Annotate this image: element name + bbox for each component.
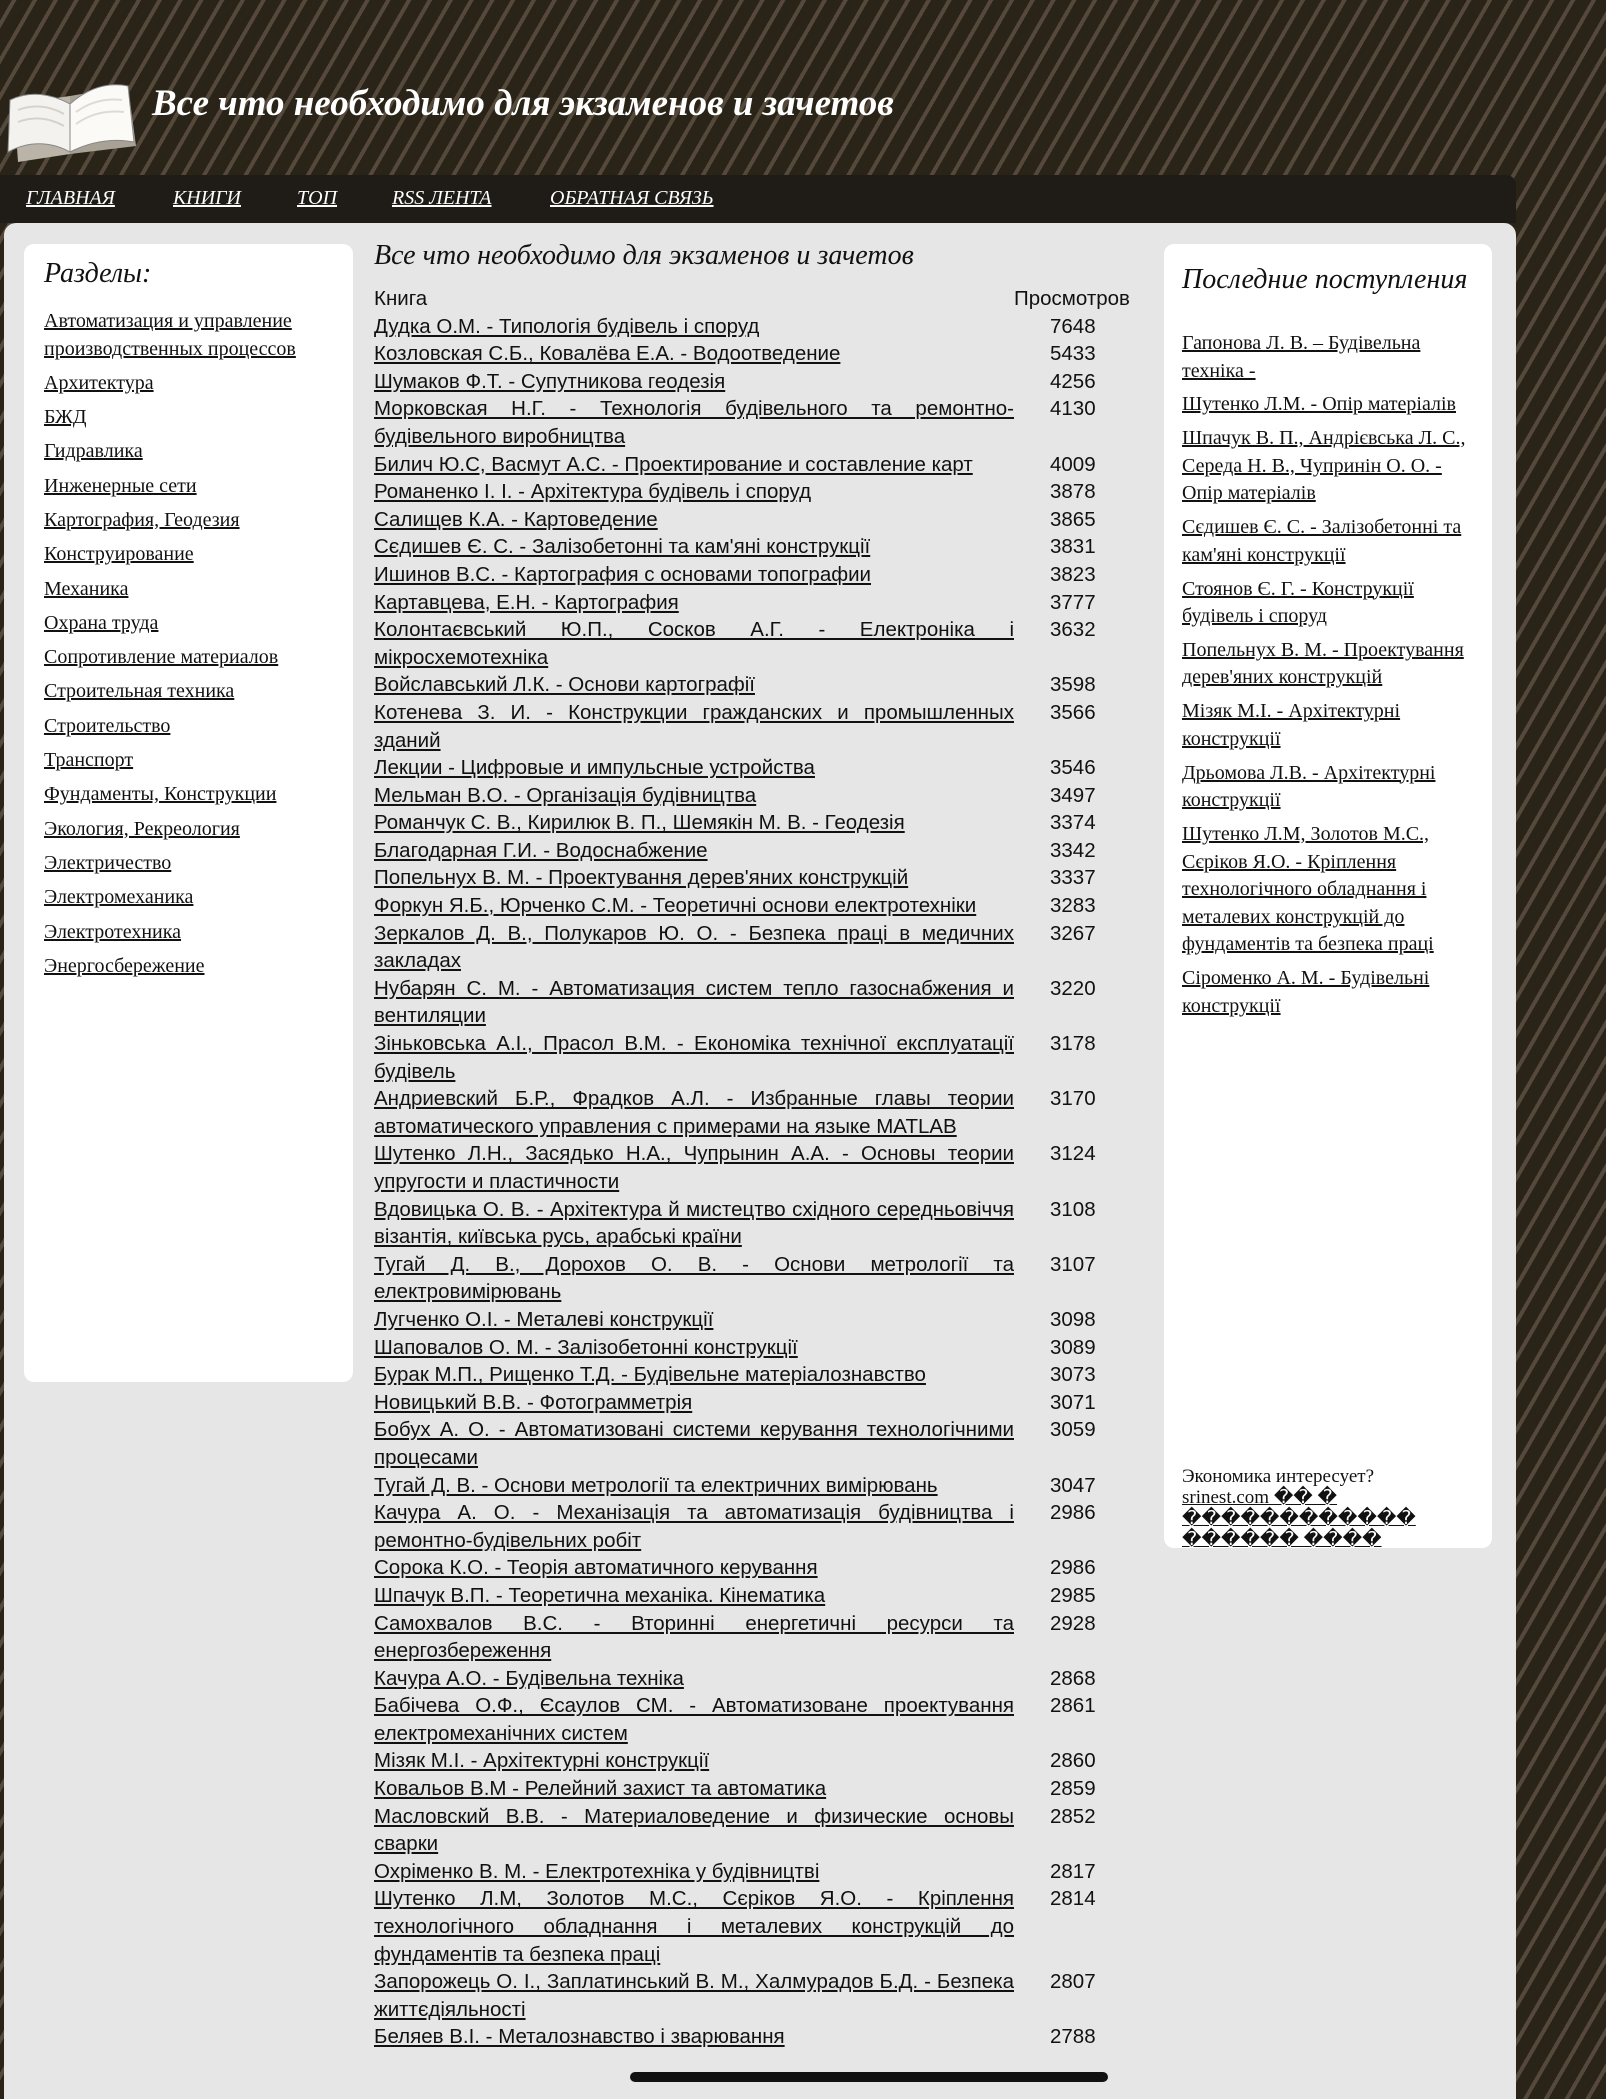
views-count: 3089 <box>1050 1335 1096 1359</box>
book-link[interactable]: Тугай Д. В., Дорохов О. В. - Основи метрології та електровимірювань <box>374 1252 1014 1304</box>
section-link[interactable]: Картография, Геодезия <box>44 508 240 531</box>
latest-book-link[interactable]: Попельнух В. М. - Проектування дерев'яних конструкцій <box>1182 638 1464 689</box>
book-cell <box>374 1610 1014 1665</box>
book-cell <box>374 975 1014 1030</box>
nav-top[interactable]: ТОП <box>297 187 338 209</box>
latest-sidebar <box>1164 244 1492 1548</box>
table-row <box>374 1196 1138 1251</box>
list-item <box>44 541 344 569</box>
table-row <box>374 395 1138 450</box>
book-link[interactable]: Попельнух В. М. - Проектування дерев'яних конструкцій <box>374 866 909 890</box>
book-cell <box>374 782 1014 810</box>
book-link[interactable]: Лекции - Цифровые и импульсные устройства <box>374 756 815 780</box>
column-header-views: Просмотров <box>1014 287 1130 310</box>
latest-book-link[interactable]: Шпачук В. П., Андрієвська Л. С., Середа Н. В., Чупринін О. О. - Опір матеріалів <box>1182 427 1466 505</box>
section-link[interactable]: Конструирование <box>44 543 194 566</box>
list-item <box>1182 821 1482 959</box>
list-item <box>44 919 344 947</box>
section-link[interactable]: Строительство <box>44 714 171 737</box>
list-item <box>1182 391 1482 419</box>
book-cell <box>374 1692 1014 1747</box>
book-link[interactable]: Мельман В.О. - Організація будівництва <box>374 783 757 807</box>
column-header-book: Книга <box>374 287 428 310</box>
book-link[interactable]: Бобух А. О. - Автоматизовані системи керування технологічними процесами <box>374 1418 1014 1469</box>
book-cell <box>374 892 1014 920</box>
book-cell <box>374 451 1014 479</box>
book-link[interactable]: Качура А. О. - Механізація та автоматизація будівництва і ремонтно-будівельних робіт <box>374 1501 1014 1552</box>
book-cell <box>374 864 1014 892</box>
book-cell <box>374 1554 1014 1582</box>
list-item <box>44 308 344 363</box>
book-link[interactable]: Масловский В.В. - Материаловедение и физические основы сварки <box>374 1804 1014 1856</box>
section-link[interactable]: Гидравлика <box>44 440 143 463</box>
book-link[interactable]: Шутенко Л.Н., Засядько Н.А., Чупрынин А.А. - Основы теории упругости и пластичности <box>374 1142 1014 1193</box>
book-cell <box>374 368 1014 396</box>
views-count: 3497 <box>1050 783 1096 807</box>
table-row <box>374 561 1138 589</box>
sections-list <box>44 308 344 987</box>
list-item <box>1182 425 1482 508</box>
table-row <box>374 1334 1138 1362</box>
book-cell <box>374 1665 1014 1693</box>
book-cell <box>374 1416 1014 1471</box>
book-cell <box>374 1361 1014 1389</box>
table-row <box>374 699 1138 754</box>
section-link[interactable]: БЖД <box>44 406 87 429</box>
views-count: 3878 <box>1050 480 1096 504</box>
book-cell <box>374 1196 1014 1251</box>
table-row <box>374 1665 1138 1693</box>
views-count: 2807 <box>1050 1970 1096 1994</box>
section-link[interactable]: Автоматизация и управление производственных процессов <box>44 310 296 360</box>
list-item <box>44 576 344 604</box>
table-row <box>374 1306 1138 1334</box>
site-header <box>0 0 1606 175</box>
book-link[interactable]: Шпачук В.П. - Теоретична механіка. Кінематика <box>374 1583 826 1607</box>
table-row <box>374 1472 1138 1500</box>
book-link[interactable]: Новицький В.В. - Фотограмметрія <box>374 1390 693 1414</box>
book-cell <box>374 561 1014 589</box>
latest-book-link[interactable]: Сєдишев Є. С. - Залізобетонні та кам'яні конструкції <box>1182 516 1462 566</box>
book-cell <box>374 589 1014 617</box>
book-link[interactable]: Билич Ю.С, Васмут А.С. - Проектирование и составление карт <box>374 452 973 476</box>
ad-block <box>1182 1466 1482 1550</box>
book-link[interactable]: Сорока К.О. - Теорія автоматичного керування <box>374 1556 818 1580</box>
list-item <box>1182 514 1482 569</box>
book-cell <box>374 1334 1014 1362</box>
views-count: 3267 <box>1050 921 1096 945</box>
views-count: 4009 <box>1050 452 1096 476</box>
book-cell <box>374 478 1014 506</box>
table-row <box>374 533 1138 561</box>
views-count: 3566 <box>1050 700 1096 724</box>
table-row <box>374 671 1138 699</box>
ad-text: Экономика интересует? <box>1182 1466 1375 1487</box>
book-link[interactable]: Андриевский Б.Р., Фрадков А.Л. - Избранные главы теории автоматического управления с примерами на языке MATLAB <box>374 1087 1014 1138</box>
book-cell <box>374 1472 1014 1500</box>
book-link[interactable]: Романенко І. І. - Архітектура будівель і споруд <box>374 480 812 504</box>
views-count: 5433 <box>1050 342 1096 366</box>
book-link[interactable]: Войславський Л.К. - Основи картографії <box>374 673 755 697</box>
book-link[interactable]: Бабічева О.Ф., Єсаулов СМ. - Автоматизоване проектування електромеханічних систем <box>374 1694 1014 1745</box>
book-cell <box>374 1306 1014 1334</box>
table-row <box>374 368 1138 396</box>
list-item <box>44 850 344 878</box>
table-row <box>374 1251 1138 1306</box>
table-row <box>374 1389 1138 1417</box>
book-cell <box>374 671 1014 699</box>
book-cell <box>374 1968 1014 2023</box>
table-row <box>374 892 1138 920</box>
list-item <box>44 747 344 775</box>
book-cell <box>374 1140 1014 1195</box>
book-link[interactable]: Лугченко О.І. - Металеві конструкції <box>374 1307 714 1331</box>
list-item <box>44 816 344 844</box>
book-link[interactable]: Козловская С.Б., Ковалёва Е.А. - Водоотведение <box>374 342 841 366</box>
views-count: 3073 <box>1050 1363 1096 1387</box>
views-count: 3632 <box>1050 618 1096 642</box>
list-item <box>44 644 344 672</box>
latest-book-link[interactable]: Сіроменко А. М. - Будівельні конструкції <box>1182 967 1430 1017</box>
site-title: Все что необходимо для экзаменов и зачетов <box>152 83 894 124</box>
views-count: 3170 <box>1050 1087 1096 1111</box>
nav-rss-feed[interactable]: RSS ЛЕНТА <box>392 187 492 209</box>
list-item <box>44 884 344 912</box>
list-item <box>1182 760 1482 815</box>
book-link[interactable]: Беляев В.І. - Металознавство і зварювання <box>374 2025 785 2049</box>
book-cell <box>374 395 1014 450</box>
list-item <box>44 781 344 809</box>
section-link[interactable]: Сопротивление материалов <box>44 646 279 669</box>
views-count: 3374 <box>1050 811 1096 835</box>
book-cell <box>374 1775 1014 1803</box>
ad-link[interactable]: srinest.com �� � ������������ ������ ���� <box>1182 1487 1416 1550</box>
list-item <box>44 404 344 432</box>
section-link[interactable]: Электромеханика <box>44 886 194 909</box>
book-link[interactable]: Благодарная Г.И. - Водоснабжение <box>374 838 708 862</box>
views-count: 2852 <box>1050 1804 1096 1828</box>
views-count: 3598 <box>1050 673 1096 697</box>
book-link[interactable]: Мізяк М.І. - Архітектурні конструкції <box>374 1749 710 1773</box>
views-count: 3059 <box>1050 1418 1096 1442</box>
table-row <box>374 1030 1138 1085</box>
page-title: Все что необходимо для экзаменов и зачетов <box>374 240 914 271</box>
list-item <box>44 678 344 706</box>
table-row <box>374 809 1138 837</box>
sections-heading: Разделы: <box>44 258 152 289</box>
section-link[interactable]: Электричество <box>44 851 172 874</box>
table-row <box>374 782 1138 810</box>
table-row <box>374 313 1138 341</box>
views-count: 3108 <box>1050 1197 1096 1221</box>
book-link[interactable]: Котенева З. И. - Конструкции гражданских и промышленных зданий <box>374 700 1014 752</box>
book-link[interactable]: Шаповалов О. М. - Залізобетонні конструкції <box>374 1335 798 1359</box>
table-row <box>374 1692 1138 1747</box>
book-link[interactable]: Нубарян С. М. - Автоматизация систем тепло газоснабжения и вентиляции <box>374 976 1014 1028</box>
table-row <box>374 1885 1138 1968</box>
latest-book-link[interactable]: Стоянов Є. Г. - Конструкції будівель і споруд <box>1182 577 1414 628</box>
nav-home[interactable]: ГЛАВНАЯ <box>26 187 115 209</box>
table-row <box>374 340 1138 368</box>
table-row <box>374 1968 1138 2023</box>
table-row <box>374 1775 1138 1803</box>
book-cell <box>374 340 1014 368</box>
views-count: 2985 <box>1050 1583 1096 1607</box>
table-row <box>374 975 1138 1030</box>
table-header-row <box>374 285 1138 313</box>
book-link[interactable]: Зеркалов Д. В., Полукаров Ю. О. - Безпека праці в медичних закладах <box>374 921 1014 973</box>
book-link[interactable]: Салищев К.А. - Картоведение <box>374 507 658 531</box>
table-row <box>374 1582 1138 1610</box>
views-count: 3342 <box>1050 838 1096 862</box>
book-link[interactable]: Шутенко Л.М, Золотов М.С., Сєріков Я.О. - Кріплення технологічного обладнання і металевих конструкцій до фундаментів та безпека праці <box>374 1887 1014 1966</box>
book-cell <box>374 1747 1014 1775</box>
table-row <box>374 864 1138 892</box>
latest-book-link[interactable]: Шутенко Л.М. - Опір матеріалів <box>1182 393 1456 416</box>
book-link[interactable]: Качура А.О. - Будівельна техніка <box>374 1666 684 1690</box>
views-count: 3124 <box>1050 1142 1096 1166</box>
book-link[interactable]: Дудка О.М. - Типологія будівель і споруд <box>374 314 760 338</box>
latest-book-link[interactable]: Дрьомова Л.В. - Архітектурні конструкції <box>1182 761 1436 812</box>
book-link[interactable]: Самохвалов В.С. - Вторинні енергетичні ресурси та енергозбереження <box>374 1611 1014 1663</box>
views-count: 4130 <box>1050 397 1096 421</box>
book-link[interactable]: Запорожець О. І., Заплатинський В. М., Халмурадов Б.Д. - Безпека життєдіяльності <box>374 1970 1014 2021</box>
table-row <box>374 1554 1138 1582</box>
views-count: 3047 <box>1050 1473 1096 1497</box>
book-cell <box>374 506 1014 534</box>
views-count: 3098 <box>1050 1307 1096 1331</box>
book-cell <box>374 616 1014 671</box>
list-item <box>44 713 344 741</box>
book-cell <box>374 809 1014 837</box>
list-item <box>44 507 344 535</box>
views-count: 3823 <box>1050 562 1096 586</box>
views-count: 2928 <box>1050 1611 1096 1635</box>
book-cell <box>374 837 1014 865</box>
book-link[interactable]: Зіньковська А.І., Прасол В.М. - Економіка технічної експлуатації будівель <box>374 1032 1014 1083</box>
section-link[interactable]: Экология, Рекреология <box>44 817 240 840</box>
list-item <box>1182 330 1482 385</box>
section-link[interactable]: Транспорт <box>44 749 134 772</box>
section-link[interactable]: Фундаменты, Конструкции <box>44 783 277 806</box>
views-count: 2861 <box>1050 1694 1096 1718</box>
latest-book-link[interactable]: Гапонова Л. В. – Будівельна техніка - <box>1182 332 1421 382</box>
views-count: 3071 <box>1050 1390 1096 1414</box>
book-link[interactable]: Колонтаєвський Ю.П., Сосков А.Г. - Електроніка і мікросхемотехніка <box>374 618 1014 669</box>
scroll-indicator[interactable] <box>630 2072 1108 2082</box>
book-cell <box>374 1858 1014 1886</box>
list-item <box>44 953 344 981</box>
table-row <box>374 1858 1138 1886</box>
book-cell <box>374 2023 1014 2051</box>
section-link[interactable]: Охрана труда <box>44 611 159 634</box>
book-cell <box>374 1803 1014 1858</box>
books-table <box>374 285 1138 2051</box>
table-row <box>374 1499 1138 1554</box>
views-count: 3107 <box>1050 1252 1096 1276</box>
table-row <box>374 451 1138 479</box>
views-count: 4256 <box>1050 369 1096 393</box>
book-link[interactable]: Охріменко В. М. - Електротехніка у будівництві <box>374 1859 820 1883</box>
book-cell <box>374 533 1014 561</box>
book-link[interactable]: Шумаков Ф.Т. - Супутникова геодезія <box>374 369 726 393</box>
views-count: 2859 <box>1050 1777 1096 1801</box>
section-link[interactable]: Инженерные сети <box>44 474 197 497</box>
list-item <box>44 438 344 466</box>
book-cell <box>374 1885 1014 1968</box>
section-link[interactable]: Электротехника <box>44 920 182 943</box>
list-item <box>1182 698 1482 753</box>
latest-book-link[interactable]: Шутенко Л.М, Золотов М.С., Сєріков Я.О. - Кріплення технологічного обладнання і металевих конструкцій до фундаментів та безпека праці <box>1182 823 1434 956</box>
views-count: 3546 <box>1050 756 1096 780</box>
book-cell <box>374 754 1014 782</box>
views-count: 3777 <box>1050 590 1096 614</box>
list-item <box>1182 576 1482 631</box>
views-count: 2814 <box>1050 1887 1096 1911</box>
table-row <box>374 2023 1138 2051</box>
views-count: 2817 <box>1050 1859 1096 1883</box>
section-link[interactable]: Архитектура <box>44 371 154 394</box>
views-count: 7648 <box>1050 314 1096 338</box>
table-row <box>374 1085 1138 1140</box>
latest-book-link[interactable]: Мізяк М.І. - Архітектурні конструкції <box>1182 700 1401 750</box>
table-row <box>374 616 1138 671</box>
table-row <box>374 506 1138 534</box>
book-cell <box>374 699 1014 754</box>
list-item <box>44 473 344 501</box>
table-row <box>374 920 1138 975</box>
book-cell <box>374 1582 1014 1610</box>
list-item <box>44 370 344 398</box>
table-row <box>374 1140 1138 1195</box>
book-link[interactable]: Форкун Я.Б., Юрченко С.М. - Теоретичні основи електротехніки <box>374 894 977 918</box>
table-row <box>374 1361 1138 1389</box>
book-link[interactable]: Бурак М.П., Рищенко Т.Д. - Будівельне матеріалознавство <box>374 1363 926 1387</box>
book-cell <box>374 1499 1014 1554</box>
views-count: 3337 <box>1050 866 1096 890</box>
views-count: 2868 <box>1050 1666 1096 1690</box>
views-count: 2788 <box>1050 2025 1096 2049</box>
table-row <box>374 1803 1138 1858</box>
book-link[interactable]: Морковская Н.Г. - Технологія будівельного та ремонтно-будівельного виробництва <box>374 397 1014 448</box>
table-row <box>374 478 1138 506</box>
book-link[interactable]: Сєдишев Є. С. - Залізобетонні та кам'яні конструкції <box>374 535 871 559</box>
list-item <box>1182 637 1482 692</box>
table-row <box>374 837 1138 865</box>
table-row <box>374 1747 1138 1775</box>
views-count: 2986 <box>1050 1501 1096 1525</box>
views-count: 3283 <box>1050 894 1096 918</box>
nav-feedback[interactable]: ОБРАТНАЯ СВЯЗЬ <box>550 187 714 209</box>
table-row <box>374 754 1138 782</box>
book-link[interactable]: Картавцева, Е.Н. - Картография <box>374 590 679 614</box>
table-row <box>374 1610 1138 1665</box>
open-book-icon <box>0 42 140 162</box>
book-link[interactable]: Вдовицька О. В. - Архітектура й мистецтво східного середньовіччя візантія, київська русь, арабські країни <box>374 1197 1014 1249</box>
table-row <box>374 1416 1138 1471</box>
section-link[interactable]: Механика <box>44 577 129 600</box>
book-link[interactable]: Тугай Д. В. - Основи метрології та електричних вимірювань <box>374 1473 938 1497</box>
latest-heading: Последние поступления <box>1182 264 1468 295</box>
section-link[interactable]: Строительная техника <box>44 680 235 703</box>
book-cell <box>374 1085 1014 1140</box>
book-cell <box>374 313 1014 341</box>
book-cell <box>374 920 1014 975</box>
views-count: 3831 <box>1050 535 1096 559</box>
nav-books[interactable]: КНИГИ <box>173 187 241 209</box>
book-cell <box>374 1389 1014 1417</box>
book-cell <box>374 1251 1014 1306</box>
views-count: 2986 <box>1050 1556 1096 1580</box>
views-count: 2860 <box>1050 1749 1096 1773</box>
main-navigation <box>0 175 1516 223</box>
book-cell <box>374 1030 1014 1085</box>
table-row <box>374 589 1138 617</box>
books-table-body <box>374 313 1138 2051</box>
list-item <box>44 610 344 638</box>
views-count: 3220 <box>1050 976 1096 1000</box>
book-link[interactable]: Ишинов В.С. - Картография с основами топографии <box>374 562 872 586</box>
section-link[interactable]: Энергосбережение <box>44 954 205 977</box>
sections-sidebar <box>24 244 353 1382</box>
book-link[interactable]: Ковальов В.М - Релейний захист та автоматика <box>374 1777 827 1801</box>
book-link[interactable]: Романчук С. В., Кирилюк В. П., Шемякін М. В. - Геодезія <box>374 811 905 835</box>
latest-list <box>1182 330 1482 1027</box>
list-item <box>1182 965 1482 1020</box>
views-count: 3865 <box>1050 507 1096 531</box>
views-count: 3178 <box>1050 1032 1096 1056</box>
